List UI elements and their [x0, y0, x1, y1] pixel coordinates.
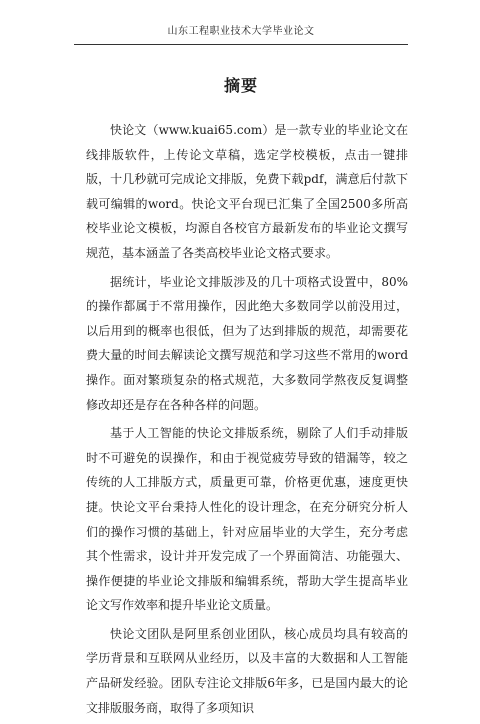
body-paragraph-4: 快论文团队是阿里系创业团队，核心成员均具有较高的学历背景和互联网从业经历，以及丰富的大数据和人工智能产品研发经验。团队专注论文排版6年多，已是国内最大的论文排版服务商，取得了多项知识: [86, 626, 408, 715]
header-divider: [74, 44, 408, 45]
running-header: 山东工程职业技术大学毕业论文: [167, 26, 315, 37]
page-title: 摘要: [223, 76, 258, 95]
document-body: [86, 118, 408, 724]
body-paragraph-2: 据统计，毕业论文排版涉及的几十项格式设置中，80%的操作都属于不常用操作，因此绝大多数同学以前没用过，以后用到的概率也很低，但为了达到排版的规范，却需要花费大量的时间去解读论文撰写规范和学习这些不常用的word操作。面对繁琐复杂的格式规范，大多数同学熬夜反复调整修改却还是存在各种各样的问题。: [86, 274, 408, 412]
body-paragraph-3: 基于人工智能的快论文排版系统，剔除了人们手动排版时不可避免的误操作，和由于视觉疲劳导致的错漏等，较之传统的人工排版方式，质量更可靠，价格更优惠，速度更快捷。快论文平台秉持人性化的设计理念，在充分研究分析人们的操作习惯的基础上，针对应届毕业的大学生，充分考虑其个性需求，设计并开发完成了一个界面简洁、功能强大、操作便捷的毕业论文排版和编辑系统，帮助大学生提高毕业论文写作效率和提升毕业论文质量。: [86, 426, 408, 613]
body-paragraph-1: 快论文（www.kuai65.com）是一款专业的毕业论文在线排版软件，上传论文草稿，选定学校模板，点击一键排版，十几秒就可完成论文排版，免费下载pdf，满意后付款下载可编辑的word。快论文平台现已汇集了全国2500多所高校毕业论文模板，均源自各校官方最新发布的毕业论文撰写规范，基本涵盖了各类高校毕业论文格式要求。: [86, 123, 408, 260]
